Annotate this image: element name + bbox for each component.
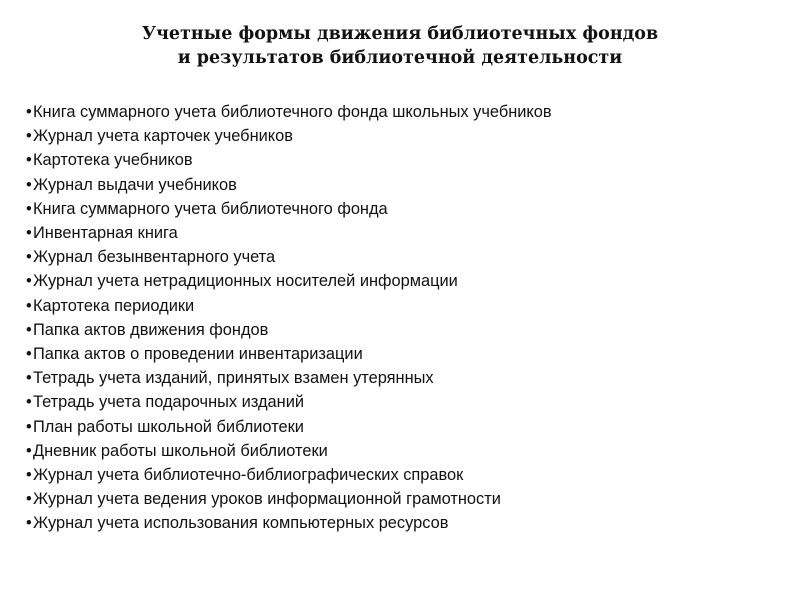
list-item — [26, 124, 786, 148]
list-item — [26, 318, 786, 342]
list-item-text: Инвентарная книга — [33, 224, 178, 243]
list-item — [26, 269, 786, 293]
list-item — [26, 439, 786, 463]
slide-title — [0, 22, 800, 70]
list-item-text: Картотека периодики — [33, 296, 195, 315]
list-item — [26, 390, 786, 414]
list-item — [26, 221, 786, 245]
list-item-text: Папка актов движения фондов — [33, 320, 269, 339]
list-item — [26, 148, 786, 172]
list-item — [26, 197, 786, 221]
list-item-text: Книга суммарного учета библиотечного фонда — [33, 199, 388, 218]
bullet-icon: • — [26, 441, 32, 460]
list-item-text: Папка актов о проведении инвентаризации — [33, 345, 363, 364]
list-item-text: Журнал безынвентарного учета — [33, 248, 276, 267]
bullet-icon: • — [26, 514, 32, 533]
bullet-icon: • — [26, 417, 32, 436]
bullet-icon: • — [26, 345, 32, 364]
list-item — [26, 415, 786, 439]
list-item-text: Журнал учета библиотечно-библиографических справок — [33, 466, 464, 485]
bullet-icon: • — [26, 393, 32, 412]
list-item-text: Журнал выдачи учебников — [33, 175, 237, 194]
forms-list — [26, 100, 786, 536]
list-item-text: Журнал учета карточек учебников — [33, 127, 293, 146]
list-item-text: План работы школьной библиотеки — [33, 417, 304, 436]
list-item-text: Картотека учебников — [33, 151, 193, 170]
bullet-icon: • — [26, 466, 32, 485]
list-item — [26, 245, 786, 269]
bullet-icon: • — [26, 296, 32, 315]
bullet-icon: • — [26, 272, 32, 291]
bullet-icon: • — [26, 248, 32, 267]
list-item — [26, 511, 786, 535]
bullet-icon: • — [26, 369, 32, 388]
list-item-text: Журнал учета ведения уроков информационной грамотности — [33, 490, 501, 509]
list-item — [26, 463, 786, 487]
list-item-text: Тетрадь учета изданий, принятых взамен утерянных — [33, 369, 434, 388]
bullet-icon: • — [26, 199, 32, 218]
bullet-icon: • — [26, 175, 32, 194]
list-item — [26, 487, 786, 511]
list-item — [26, 366, 786, 390]
bullet-icon: • — [26, 320, 32, 339]
bullet-icon: • — [26, 224, 32, 243]
list-item-text: Журнал учета нетрадиционных носителей информации — [33, 272, 458, 291]
list-item — [26, 342, 786, 366]
title-line-2: и результатов библиотечной деятельности — [177, 48, 623, 68]
list-item-text: Дневник работы школьной библиотеки — [33, 441, 328, 460]
bullet-icon: • — [26, 127, 32, 146]
list-item-text: Книга суммарного учета библиотечного фонда школьных учебников — [33, 103, 552, 121]
title-line-1: Учетные формы движения библиотечных фондов — [141, 24, 659, 44]
list-item — [26, 294, 786, 318]
bullet-icon: • — [26, 103, 32, 121]
bullet-icon: • — [26, 151, 32, 170]
list-item-text: Журнал учета использования компьютерных ресурсов — [33, 514, 449, 533]
list-item-text: Тетрадь учета подарочных изданий — [33, 393, 305, 412]
bullet-icon: • — [26, 490, 32, 509]
list-item — [26, 100, 786, 124]
list-item — [26, 173, 786, 197]
